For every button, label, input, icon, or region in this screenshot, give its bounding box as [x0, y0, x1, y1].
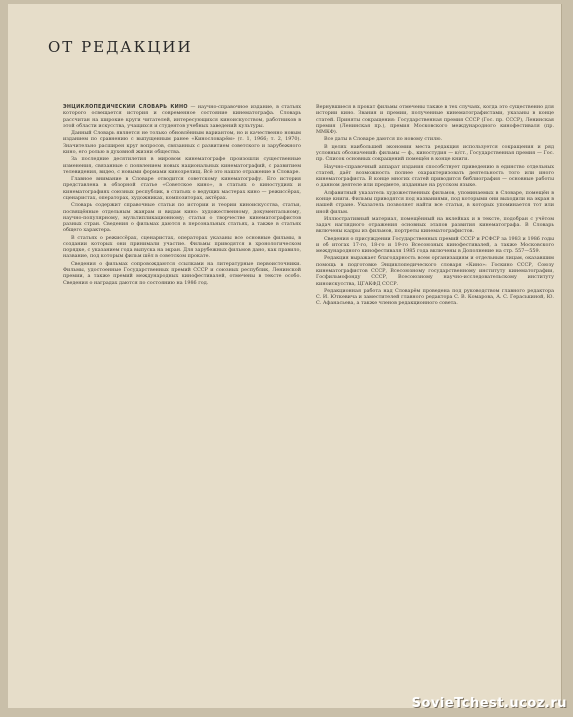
paragraph	[63, 104, 301, 129]
book-page	[8, 4, 561, 708]
paragraph: Научно-справочный аппарат издания способствует приведению в единство отдельных статей, даёт возможность полнее охарактеризовать деятельность того или иного кинематографиста. В конце многих статей приводится библиография — основные работы о данном деятеле или предмете, изданные на русском языке.	[316, 163, 554, 189]
paragraph: Данный Словарь является не только обновлённым вариантом, но и качественно новым изданием по сравнению с выпущенным ранее «Кинословарём» (т. 1, 1966; т. 2, 1970). Значительно расширен круг вопросов, связанных с развитием советского и зарубежного кино, его ролью в духовной жизни общества.	[63, 130, 301, 155]
paragraph: Словарь содержит справочные статьи по истории и теории киноискусства, статьи, посвящённые отдельным жанрам и видам кино: художественному, документальному, научно-популярному, мультипликационному; статьи о творчестве кинематографистов разных стран. Сведения о фильмах даются в персональных статьях, а также в статьях общего характера.	[63, 202, 301, 234]
paragraph: За последние десятилетия в мировом кинематографе произошли существенные изменения, связанные с появлением новых национальных кинематографий, с развитием телевидения, видео, с новыми формами кинозрелищ. Всё это нашло отражение в Словаре.	[63, 156, 301, 175]
paragraph: Редакционная работа над Словарём проведена под руководством главного редактора С. И. Юткевича и заместителей главного редактора С. В. Комарова, А. С. Гераськиной, Ю. С. Афанасьева, а также членов редакционного совета.	[316, 287, 554, 307]
paragraph: Редакция выражает благодарность всем организациям и отдельным лицам, оказавшим помощь в подготовке Энциклопедического словаря «Кино»: Госкино СССР, Союзу кинематографистов СССР, Всесоюзному государственному институту кинематографии, Госфильмофонду СССР, Всесоюзному научно-исследовательскому институту киноискусства, ЦГАКФД СССР.	[316, 255, 554, 287]
text-column-left	[63, 104, 301, 694]
paragraph: Сведения о фильмах сопровождаются ссылками на литературные первоисточники. Фильмы, удостоенные Государственных премий СССР и союзных республик, Ленинской премии, а также премий международных кинофестивалей, отмечены в тексте особо. Сведения о наградах даются по состоянию на 1986 год.	[63, 260, 301, 286]
paragraph: Иллюстративный материал, помещённый на вклейках и в тексте, подобран с учётом задач наглядного отражения основных этапов развития кинематографа. В Словарь включены кадры из фильмов, портреты кинематографистов.	[316, 215, 554, 235]
paragraph-text: — научно-справочное издание, в статьях которого освещается история и современное состояние кинематографа. Словарь рассчитан на широкие круги читателей, интересующихся киноискусством, работников в этой области искусства, учащихся и студентов учебных заведений культуры.	[63, 104, 301, 129]
paragraph: Вернувшиеся в прокат фильмы отмечены также в тех случаях, когда это существенно для истории кино. Звания и премии, полученные кинематографистами, указаны в конце статей. Приняты сокращения: Государственная премия СССР (Гос. пр. СССР), Ленинская премия (Ленинская пр.), премия Московского международного кинофестиваля (пр. ММКФ).	[316, 104, 554, 136]
paragraph: Главное внимание в Словаре отводится советскому кинематографу. Его история представлена в обзорной статье «Советское кино», в статьях о киностудиях и кинематографиях союзных республик, в статьях о ведущих мастерах кино — режиссёрах, сценаристах, операторах, художниках, композиторах, актёрах.	[63, 176, 301, 201]
paragraph: В целях наибольшей экономии места редакция используется сокращения и ряд условных обозначений: фильмы — ф., киностудия — к/ст., Государственная премия — Гос. пр. Список основных сокращений помещён в конце книги.	[316, 143, 554, 163]
text-column-right	[316, 104, 554, 694]
page-title: ОТ РЕДАКЦИИ	[48, 38, 193, 56]
paragraph: Все даты в Словаре даются по новому стилю.	[324, 136, 443, 143]
site-watermark: SovieTchest.ucoz.ru	[411, 696, 567, 711]
lead-term: ЭНЦИКЛОПЕДИЧЕСКИЙ СЛОВАРЬ КИНО	[63, 104, 188, 110]
paragraph: В статьях о режиссёрах, сценаристах, операторах указаны все основные фильмы, в создании которых они принимали участие. Фильмы приводятся в хронологическом порядке, с указанием года выпуска на экран. Для зарубежных фильмов дано, как правило, название, под которым фильм шёл в советском прокате.	[63, 234, 301, 260]
paragraph: Сведения о присуждении Государственных премий СССР и РСФСР за 1983 и 1986 годы и об итогах 17-го, 18-го и 19-го Всесоюзных кинофестивалей, а также Московского международного кинофестиваля 1985 года включены в Дополнение на стр. 557—559.	[316, 235, 554, 255]
paragraph: Алфавитный указатель художественных фильмов, упоминаемых в Словаре, помещён в конце книги. Фильмы приводятся под названиями, под которыми они выходили на экран в нашей стране. Указатель позволяет найти все статьи, в которых упоминается тот или иной фильм.	[316, 189, 554, 215]
